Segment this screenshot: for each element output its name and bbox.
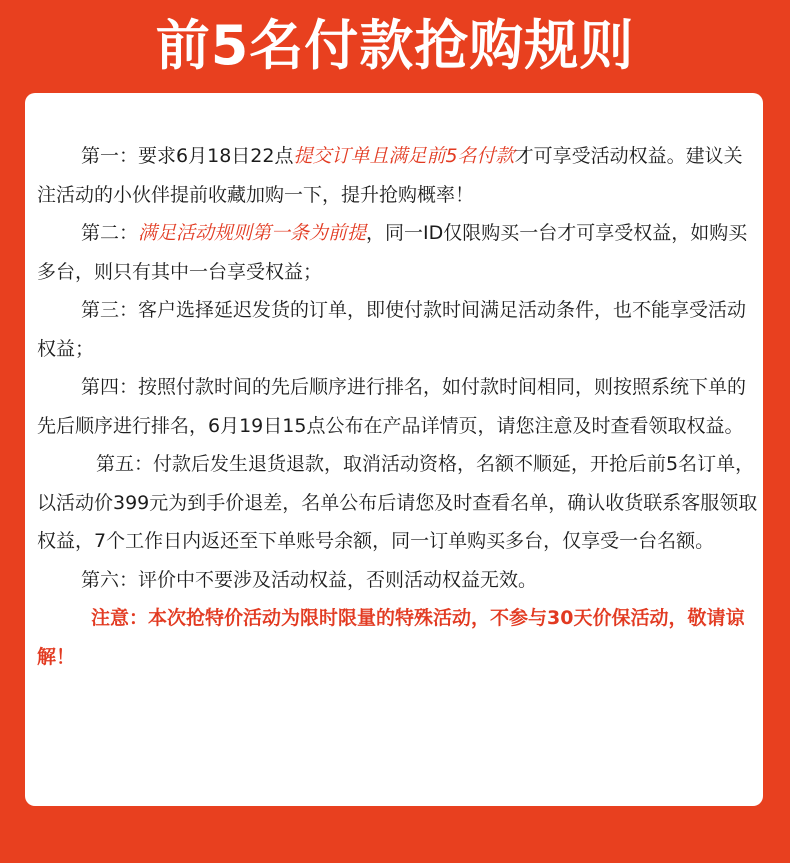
rule-5 <box>37 445 759 561</box>
rule-text: 付款后发生退货退款，取消活动资格，名额不顺延，开抢后前5名订单，以活动价399元为到手价退差，名单公布后请您及时查看名单，确认收货联系客服领取权益，7个工作日内返还至下单账号余额，同一订单购买多台，仅享受一台名额。 <box>37 453 758 552</box>
rule-highlight: 满足活动规则第一条为前提 <box>138 222 367 244</box>
page-title: 前5名付款抢购规则 <box>155 14 635 77</box>
rule-text: 才可享受活动权益。建议关注活动的小伙伴提前收藏加购一下，提升抢购概率！ <box>37 145 743 206</box>
rule-highlight: 提交订单且满足前5名付款 <box>293 145 515 167</box>
rule-text: 评价中不要涉及活动权益，否则活动权益无效。 <box>138 568 538 591</box>
rule-label: 第二： <box>81 222 139 244</box>
rule-text: 要求6月18日22点 <box>138 145 294 167</box>
rule-text: 客户选择延迟发货的订单，即使付款时间满足活动条件，也不能享受活动权益； <box>37 299 747 360</box>
rule-6 <box>37 561 759 600</box>
rule-3 <box>37 291 759 368</box>
rule-2 <box>37 214 759 291</box>
rule-4 <box>37 368 759 445</box>
rule-1 <box>37 137 759 214</box>
rule-text: 按照付款时间的先后顺序进行排名，如付款时间相同，则按照系统下单的先后顺序进行排名，6月19日15点公布在产品详情页，请您注意及时查看领取权益。 <box>37 376 747 437</box>
rule-label: 第一： <box>81 145 139 167</box>
rule-label: 第三： <box>81 299 139 321</box>
rule-label: 第五： <box>96 453 154 475</box>
rule-label: 第四： <box>81 376 139 398</box>
notice-text: 注意：本次抢特价活动为限时限量的特殊活动，不参与30天价保活动，敬请谅解！ <box>37 607 745 668</box>
rule-text: ，同一ID仅限购买一台才可享受权益，如购买多台，则只有其中一台享受权益； <box>37 222 748 283</box>
rules-card <box>25 93 763 806</box>
rules-list <box>37 137 759 676</box>
rule-label: 第六： <box>81 568 139 591</box>
